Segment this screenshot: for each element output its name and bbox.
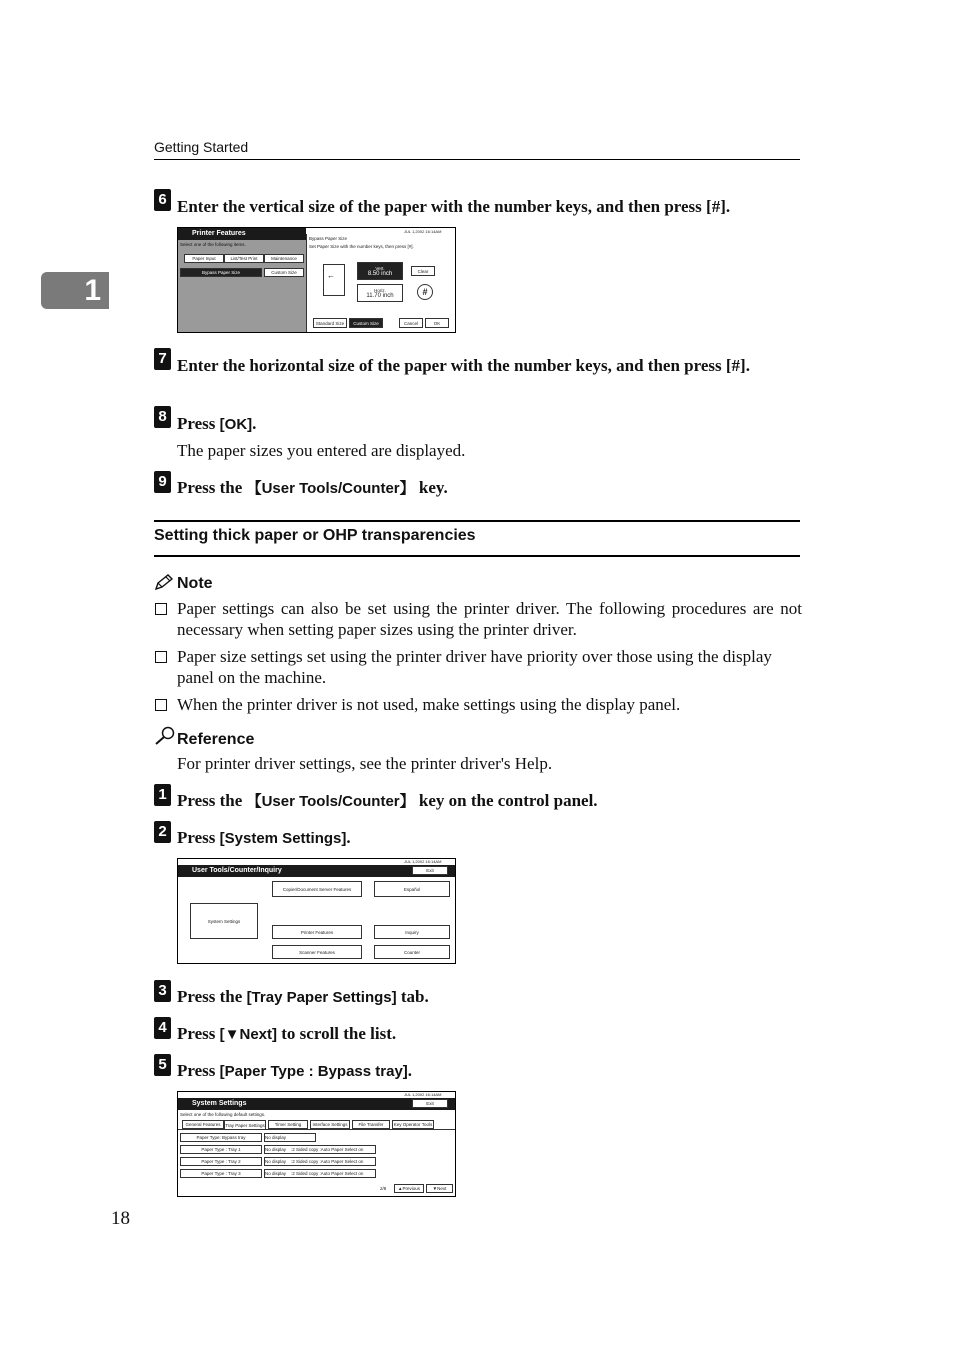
step-number: 7 [154,348,171,370]
size-dialog [306,234,456,332]
screen-title-bar: System Settings [178,1098,455,1110]
dialog-title: Bypass Paper Size [309,236,348,241]
exit-button[interactable]: Exit [412,1099,448,1108]
step-suffix: . [252,414,257,433]
bypass-paper-size-item[interactable]: Bypass Paper Size [180,268,262,277]
dialog-instruction: Set Paper Size with the number keys, then press [#]. [309,244,414,249]
step-suffix: key. [414,478,448,497]
step-prefix: Press [177,414,220,433]
step-detail: The paper sizes you entered are displayed. [177,441,466,460]
scanner-features-button[interactable]: Scanner Features [272,945,362,959]
section-rule-top [154,520,800,522]
system-settings-screenshot [177,1091,456,1197]
bypass-paper-size-value: Custom Size [264,268,304,277]
hash-key-icon[interactable]: # [417,284,433,300]
step-number: 1 [154,784,171,806]
key-name: 【User Tools/Counter】 [246,480,415,497]
tab-key-operator-tools[interactable]: Key Operator Tools [393,1122,433,1127]
paper-type-bypass-button[interactable]: Paper Type: Bypass tray [180,1133,262,1142]
row-value-text: No display [265,1171,287,1176]
row-value [264,1157,376,1166]
step-suffix: to scroll the list. [277,1024,397,1043]
key-name: 【User Tools/Counter】 [246,793,415,810]
checkbox-bullet-icon [155,699,167,711]
screen-subtitle: Select one of the following items. [180,242,246,247]
vertical-size-field[interactable] [357,262,403,280]
tab-general-features[interactable]: General Features [182,1120,224,1129]
cancel-button[interactable]: Cancel [399,318,423,328]
step-text [177,827,351,849]
step-text [177,477,448,499]
paper-type-tray1-button[interactable]: Paper Type : Tray 1 [180,1145,262,1154]
step-prefix: Press the [177,478,247,497]
row-extra-text: :2 Sided copy :Auto Paper Select on [291,1147,364,1152]
tab-interface-settings[interactable]: Interface Settings [310,1120,350,1129]
vertical-value: 8.50 inch [367,270,393,277]
paper-type-tray2-button[interactable]: Paper Type : Tray 2 [180,1157,262,1166]
step-number: 2 [154,821,171,843]
screen-datetime: JUL 1,2002 16:14AM [404,859,442,864]
tab-list-test-print[interactable]: List/Test Print [224,254,264,263]
header-rule [154,159,800,160]
printer-features-button[interactable]: Printer Features [272,925,362,939]
espanol-button[interactable]: Español [374,881,450,897]
key-name: [▼Next] [219,1026,278,1043]
step-prefix: Press [177,1024,220,1043]
note-heading: Note [177,575,213,592]
chapter-number: 1 [84,274,101,307]
step-prefix: Press [177,1061,220,1080]
step-prefix: Press the [177,987,247,1006]
ok-button[interactable]: OK [425,318,449,328]
key-name: [Paper Type : Bypass tray] [219,1063,408,1080]
printer-features-screenshot [177,227,456,333]
reference-heading: Reference [177,731,255,748]
tab-file-transfer[interactable]: File Transfer [352,1120,390,1129]
tab-paper-input[interactable]: Paper Input [184,254,224,263]
screen-datetime: JUL 1,2002 16:14AM [404,1092,442,1097]
horizontal-label: Horiz. [374,287,386,293]
key-name: [Tray Paper Settings] [246,989,397,1006]
step-suffix: . [346,828,351,847]
paper-orientation-icon: ← [323,264,345,296]
row-extra-text: :2 Sided copy :Auto Paper Select on [291,1159,364,1164]
step-text: Enter the horizontal size of the paper with the number keys, and then press [#]. [177,356,750,375]
step-number: 5 [154,1054,171,1076]
horizontal-size-field[interactable] [357,284,403,302]
pencil-icon [154,573,174,591]
page-indicator: 2/8 [380,1186,387,1191]
step-number: 8 [154,406,171,428]
previous-button[interactable]: ▲Previous [394,1184,424,1193]
step-number: 4 [154,1017,171,1039]
checkbox-bullet-icon [155,603,167,615]
step-text [177,790,598,812]
note-item: Paper settings can also be set using the printer driver. The following procedures are not necessary when setting paper sizes using the printer driver. [177,599,802,639]
row-extra-text: :2 Sided copy :Auto Paper Select on [291,1171,364,1176]
magnifier-icon [154,726,176,746]
vertical-label: Vert. [375,265,385,271]
note-item: Paper size settings set using the printer driver have priority over those using the display panel on the machine. [177,647,772,687]
user-tools-screenshot [177,858,456,964]
screen-subtitle: Select one of the following default settings. [180,1112,266,1117]
key-name: [OK] [219,416,253,433]
step-number: 9 [154,471,171,493]
step-text [177,1060,412,1082]
tab-divider [178,1129,455,1130]
tab-maintenance[interactable]: Maintenance [264,254,304,263]
row-value-text: No display [265,1159,287,1164]
step-suffix: . [407,1061,413,1080]
note-item: When the printer driver is not used, make settings using the display panel. [177,695,681,714]
step-suffix: tab. [396,987,429,1006]
section-rule-bottom [154,555,800,557]
custom-size-button[interactable]: Custom Size [349,318,383,328]
step-number: 6 [154,189,171,211]
step-text [177,1023,396,1045]
row-value [264,1169,376,1178]
tab-tray-paper-settings[interactable]: Tray Paper Settings [224,1120,266,1129]
inquiry-button[interactable]: Inquiry [374,925,450,939]
exit-button[interactable]: Exit [412,866,448,875]
page-number: 18 [111,1208,130,1229]
step-prefix: Press the [177,791,247,810]
key-name: [System Settings] [219,830,347,847]
step-number: 3 [154,980,171,1002]
screen-title-bar: Printer Features [178,228,306,240]
paper-type-tray3-button[interactable]: Paper Type : Tray 3 [180,1169,262,1178]
chapter-tab [41,272,109,309]
row-value [264,1145,376,1154]
horizontal-value: 11.70 inch [366,292,394,299]
copier-features-button[interactable]: Copier/Document Server Features [272,881,362,897]
step-text: Enter the vertical size of the paper with the number keys, and then press [#]. [177,197,731,216]
step-prefix: Press [177,828,220,847]
step-text [177,986,429,1008]
step-suffix: key on the control panel. [414,791,598,810]
standard-size-button[interactable]: Standard Size [313,318,347,328]
screen-datetime: JUL 1,2002 16:14AM [404,229,442,234]
step-text [177,413,256,435]
next-button[interactable]: ▼Next [426,1184,453,1193]
tab-timer-setting[interactable]: Timer Setting [268,1120,308,1129]
system-settings-button[interactable]: System Settings [190,903,258,939]
screen-title-bar: User Tools/Counter/Inquiry [178,865,455,877]
reference-text: For printer driver settings, see the printer driver's Help. [177,754,553,773]
row-value: No display [264,1133,316,1142]
section-title: Setting thick paper or OHP transparencies [154,527,476,544]
running-header: Getting Started [154,139,249,155]
row-value-text: No display [265,1147,287,1152]
checkbox-bullet-icon [155,651,167,663]
counter-button[interactable]: Counter [374,945,450,959]
clear-button[interactable]: Clear [411,266,435,276]
